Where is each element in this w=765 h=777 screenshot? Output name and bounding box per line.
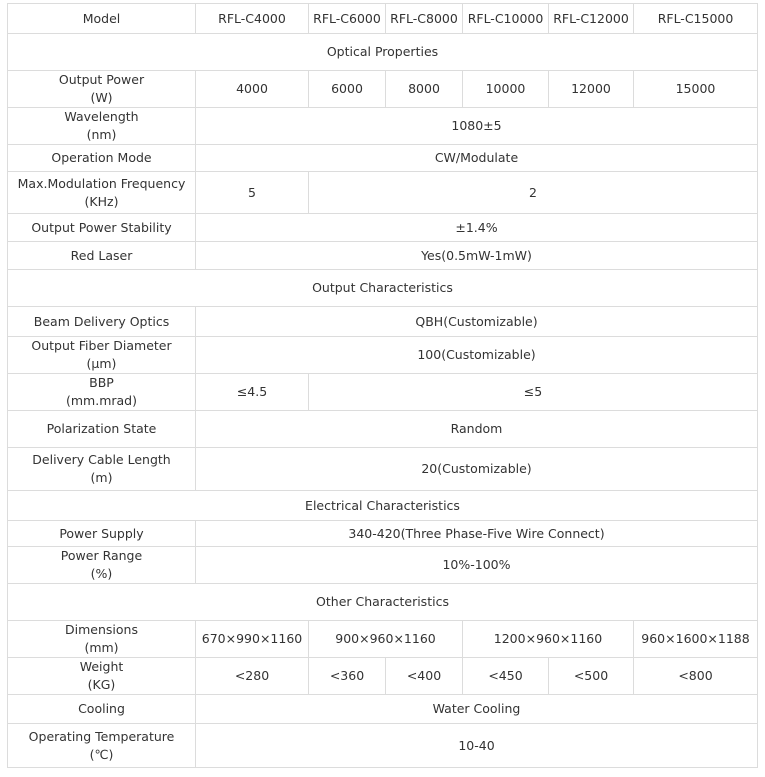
red-laser-value: Yes(0.5mW-1mW) <box>196 242 758 270</box>
output-power-c15000: 15000 <box>634 71 758 108</box>
row-unit-text: (℃) <box>89 746 114 762</box>
row-label-weight <box>8 658 196 695</box>
row-label-beam-delivery: Beam Delivery Optics <box>8 307 196 337</box>
section-row-optical <box>8 34 758 71</box>
row-label-text: Power Range <box>60 548 143 563</box>
section-row-output <box>8 270 758 307</box>
model-label: Model <box>8 4 196 34</box>
model-c6000: RFL-C6000 <box>309 4 386 34</box>
table-row <box>8 108 758 145</box>
weight-c10000: <450 <box>463 658 549 695</box>
table-row <box>8 307 758 337</box>
header-row <box>8 4 758 34</box>
model-c15000: RFL-C15000 <box>634 4 758 34</box>
operating-temperature-value: 10-40 <box>196 724 758 768</box>
row-label-text: Delivery Cable Length <box>32 452 171 467</box>
row-unit-text: (nm) <box>86 127 117 142</box>
weight-c12000: <500 <box>549 658 634 695</box>
table-row <box>8 658 758 695</box>
section-output-characteristics: Output Characteristics <box>8 270 758 307</box>
row-label-wavelength <box>8 108 196 145</box>
model-c10000: RFL-C10000 <box>463 4 549 34</box>
row-unit-text: (%) <box>90 566 113 581</box>
wavelength-value: 1080±5 <box>196 108 758 145</box>
row-label-cable-length <box>8 448 196 491</box>
cooling-value: Water Cooling <box>196 695 758 724</box>
mod-freq-c4000: 5 <box>196 172 309 214</box>
table-row <box>8 374 758 411</box>
bbp-others: ≤5 <box>309 374 758 411</box>
row-unit-text: (KHz) <box>84 193 119 209</box>
power-stability-value: ±1.4% <box>196 214 758 242</box>
row-label-fiber-diameter <box>8 337 196 374</box>
table-row <box>8 621 758 658</box>
row-unit-text: (μm) <box>86 356 117 371</box>
section-optical-properties: Optical Properties <box>8 34 758 71</box>
row-label-bbp <box>8 374 196 411</box>
row-label-dimensions <box>8 621 196 658</box>
model-c4000: RFL-C4000 <box>196 4 309 34</box>
output-power-c4000: 4000 <box>196 71 309 108</box>
row-label-text: Output Power <box>58 72 145 87</box>
table-row <box>8 695 758 724</box>
dimensions-c6000-c8000: 900×960×1160 <box>309 621 463 658</box>
weight-c6000: <360 <box>309 658 386 695</box>
row-label-modulation-frequency <box>8 172 196 214</box>
table-row <box>8 547 758 584</box>
cable-length-value: 20(Customizable) <box>196 448 758 491</box>
row-label-cooling: Cooling <box>8 695 196 724</box>
row-unit-text: (KG) <box>87 677 116 692</box>
polarization-value: Random <box>196 411 758 448</box>
row-label-operation-mode: Operation Mode <box>8 145 196 172</box>
table-row <box>8 724 758 768</box>
output-power-c12000: 12000 <box>549 71 634 108</box>
row-label-power-range <box>8 547 196 584</box>
table-row <box>8 521 758 547</box>
row-label-operating-temperature <box>8 724 196 768</box>
output-power-c10000: 10000 <box>463 71 549 108</box>
row-label-text: Weight <box>79 659 124 674</box>
weight-c8000: <400 <box>386 658 463 695</box>
row-label-output-power <box>8 71 196 108</box>
row-unit-text: (mm.mrad) <box>66 393 137 408</box>
spec-table <box>7 3 758 768</box>
fiber-diameter-value: 100(Customizable) <box>196 337 758 374</box>
row-label-red-laser: Red Laser <box>8 242 196 270</box>
row-label-text: Dimensions <box>65 622 138 637</box>
model-c12000: RFL-C12000 <box>549 4 634 34</box>
row-unit-text: (m) <box>90 470 113 485</box>
bbp-c4000: ≤4.5 <box>196 374 309 411</box>
model-c8000: RFL-C8000 <box>386 4 463 34</box>
mod-freq-others: 2 <box>309 172 758 214</box>
operation-mode-value: CW/Modulate <box>196 145 758 172</box>
dimensions-c15000: 960×1600×1188 <box>634 621 758 658</box>
row-label-text: Wavelength <box>64 109 139 124</box>
row-label-polarization: Polarization State <box>8 411 196 448</box>
row-unit-text: (W) <box>90 90 113 105</box>
output-power-c6000: 6000 <box>309 71 386 108</box>
row-unit-text: (mm) <box>84 640 119 655</box>
weight-c4000: <280 <box>196 658 309 695</box>
table-row <box>8 172 758 214</box>
table-row <box>8 337 758 374</box>
power-range-value: 10%-100% <box>196 547 758 584</box>
section-row-other <box>8 584 758 621</box>
table-row <box>8 145 758 172</box>
dimensions-c10000-c12000: 1200×960×1160 <box>463 621 634 658</box>
row-label-power-stability: Output Power Stability <box>8 214 196 242</box>
section-other-characteristics: Other Characteristics <box>8 584 758 621</box>
table-row <box>8 214 758 242</box>
row-label-text: Output Fiber Diameter <box>31 338 172 353</box>
row-label-power-supply: Power Supply <box>8 521 196 547</box>
row-label-text: Max.Modulation Frequency <box>17 175 186 191</box>
table-row <box>8 71 758 108</box>
output-power-c8000: 8000 <box>386 71 463 108</box>
row-label-text: BBP <box>89 375 114 390</box>
dimensions-c4000: 670×990×1160 <box>196 621 309 658</box>
table-row <box>8 448 758 491</box>
section-electrical-characteristics: Electrical Characteristics <box>8 491 758 521</box>
beam-delivery-value: QBH(Customizable) <box>196 307 758 337</box>
weight-c15000: <800 <box>634 658 758 695</box>
table-row <box>8 242 758 270</box>
power-supply-value: 340-420(Three Phase-Five Wire Connect) <box>196 521 758 547</box>
table-row <box>8 411 758 448</box>
section-row-electrical <box>8 491 758 521</box>
row-label-text: Operating Temperature <box>28 728 175 744</box>
